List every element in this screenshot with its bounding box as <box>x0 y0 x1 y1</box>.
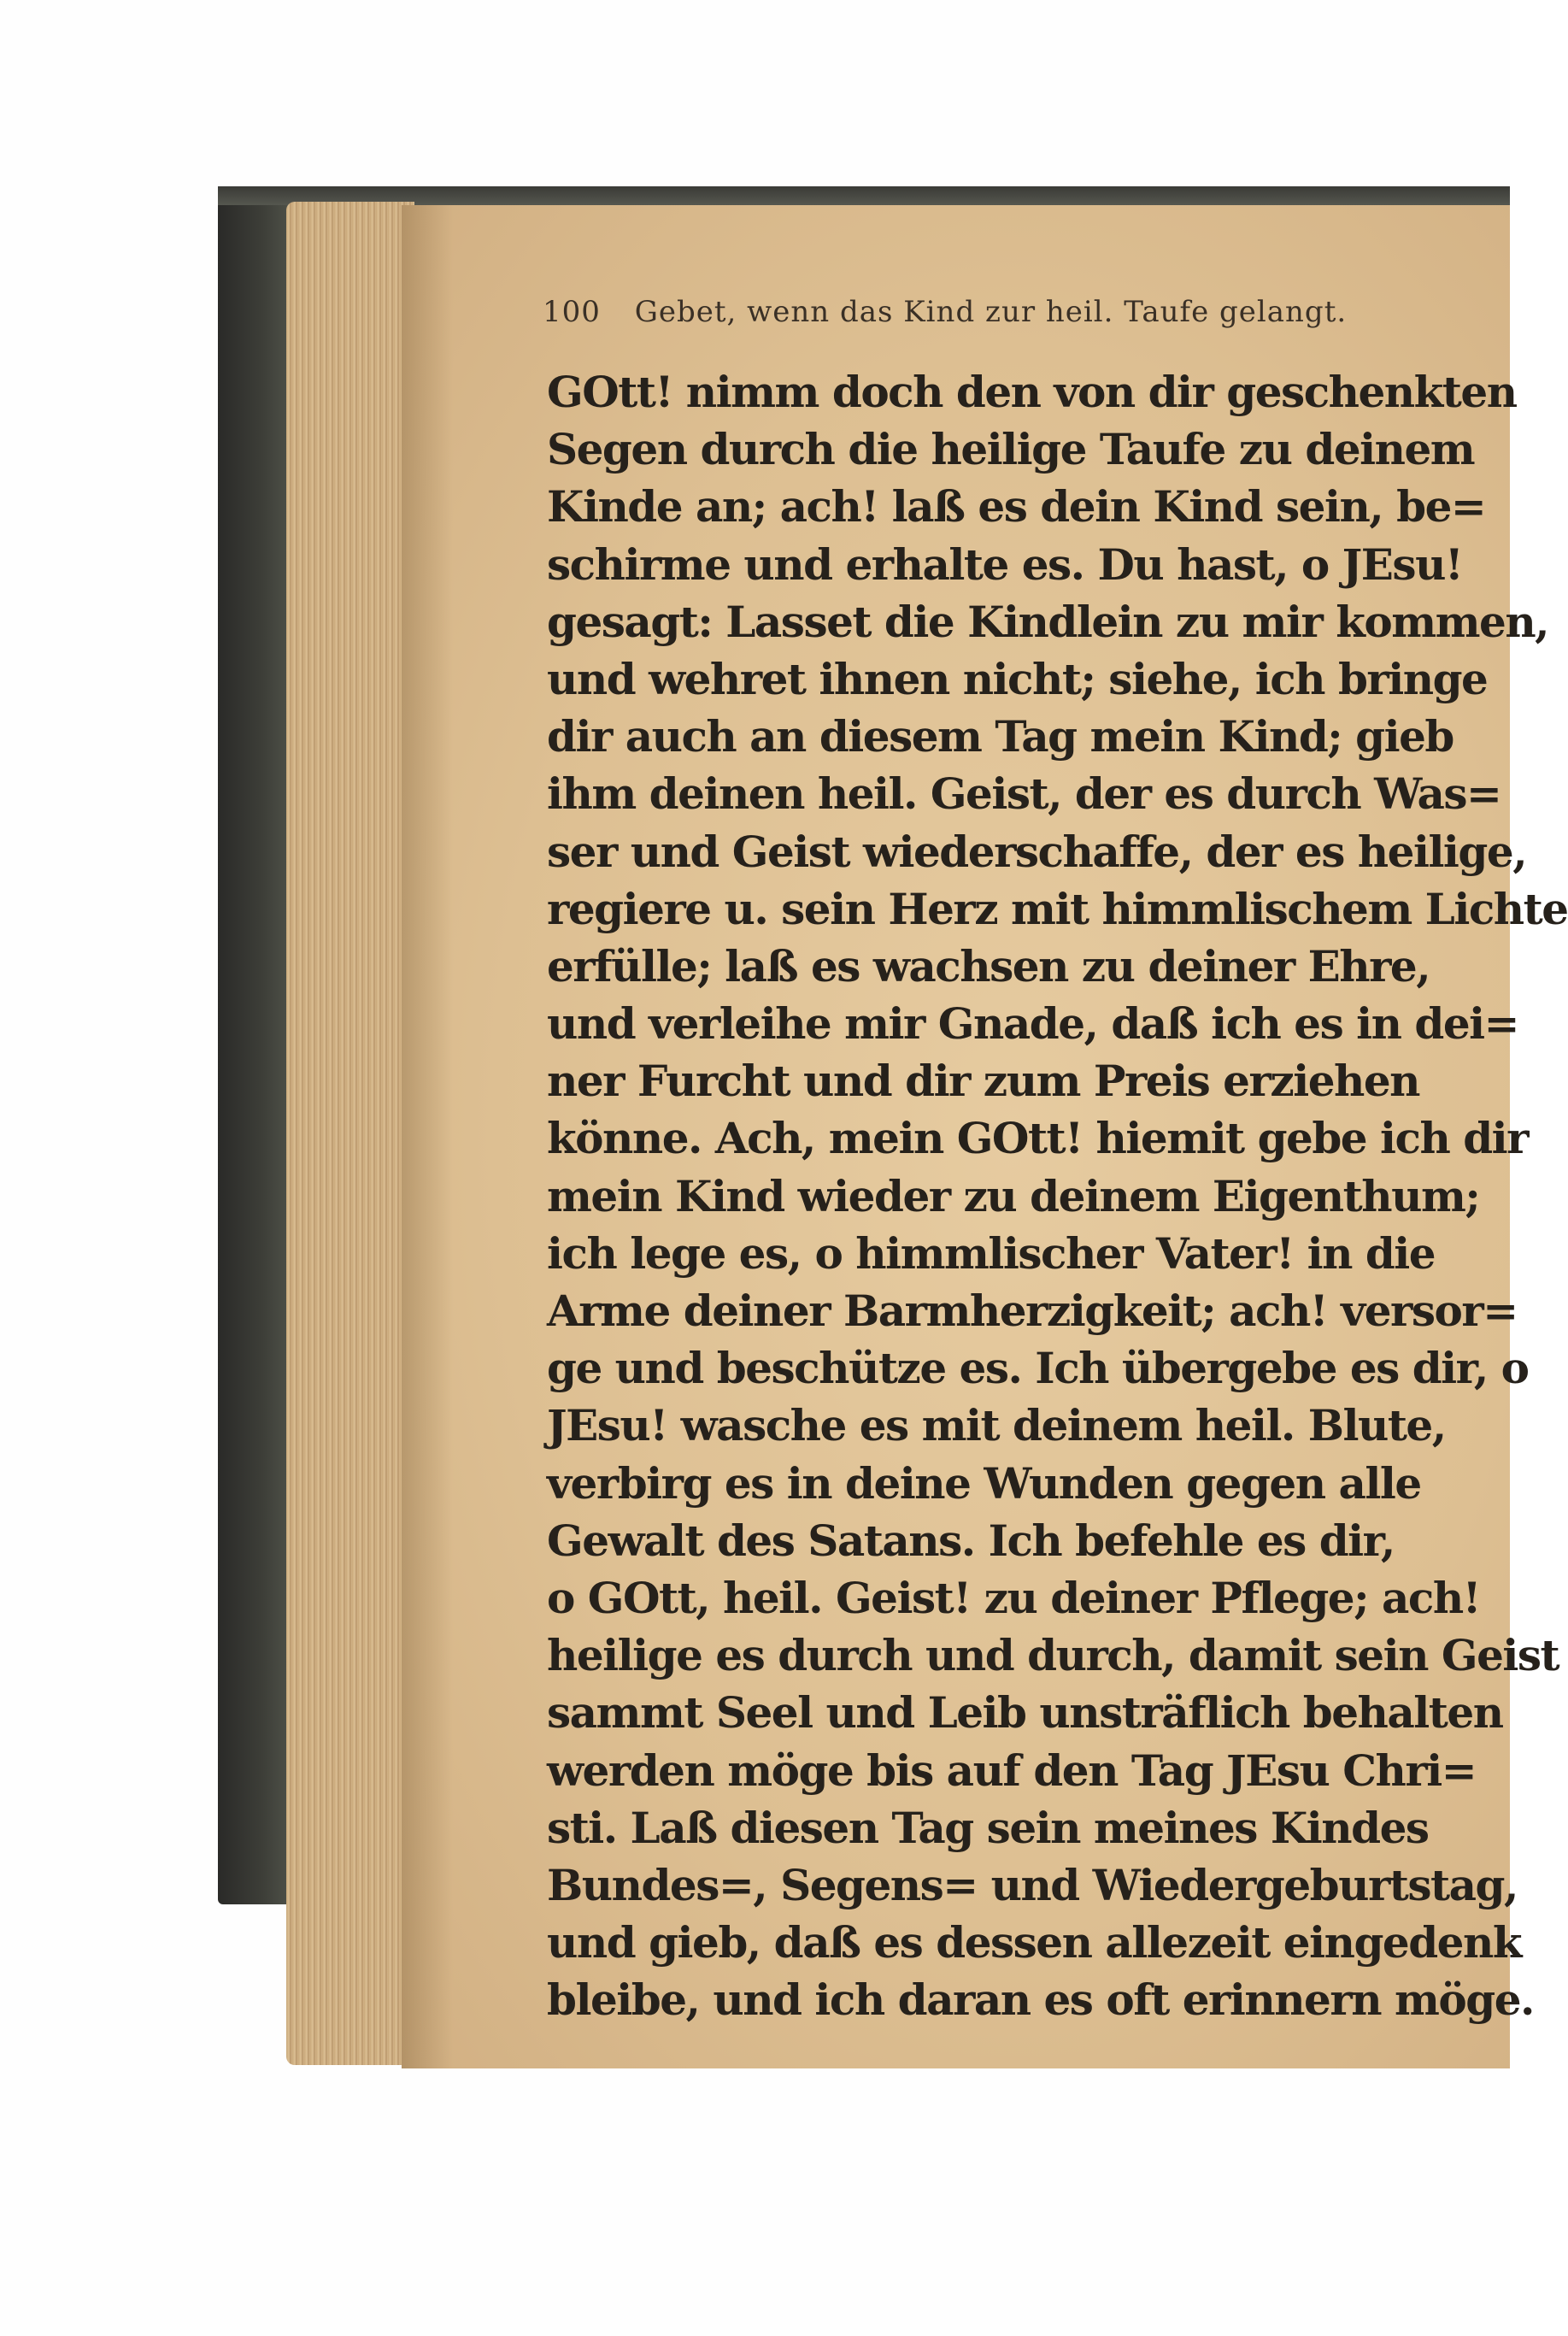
running-head-title: Gebet, wenn das Kind zur heil. Taufe gelangt. <box>634 295 1348 329</box>
text-line: o GOtt, heil. Geist! zu deiner Pflege; ach! <box>547 1572 1481 1623</box>
page-stack-edges <box>286 202 414 2065</box>
text-line: mein Kind wieder zu deinem Eigenthum; <box>547 1170 1480 1221</box>
text-line: bleibe, und ich daran es oft erinnern möge. <box>547 1974 1534 2026</box>
text-line: könne. Ach, mein GOtt! hiemit gebe ich dir <box>547 1113 1529 1164</box>
text-line: und verleihe mir Gnade, daß ich es in dei= <box>547 998 1519 1050</box>
text-line: ner Furcht und dir zum Preis erziehen <box>547 1056 1420 1107</box>
text-line: gesagt: Lasset die Kindlein zu mir kommen, <box>547 596 1549 647</box>
text-line: ge und beschütze es. Ich übergebe es dir, o <box>547 1343 1529 1394</box>
running-header <box>543 295 1440 346</box>
text-line: ich lege es, o himmlischer Vater! in die <box>547 1227 1436 1279</box>
text-line: sammt Seel und Leib unsträflich behalten <box>547 1687 1503 1739</box>
text-line: und gieb, daß es dessen allezeit eingedenk <box>547 1917 1521 1968</box>
text-line: Bundes=, Segens= und Wiedergeburtstag, <box>547 1859 1518 1910</box>
text-line: verbirg es in deine Wunden gegen alle <box>547 1457 1421 1509</box>
text-line: Kinde an; ach! laß es dein Kind sein, be= <box>547 481 1486 533</box>
text-line: und wehret ihnen nicht; siehe, ich bringe <box>547 653 1488 704</box>
text-line: ser und Geist wiederschaffe, der es heilige, <box>547 826 1527 877</box>
text-line: Segen durch die heilige Taufe zu deinem <box>547 424 1475 475</box>
text-line: erfülle; laß es wachsen zu deiner Ehre, <box>547 940 1430 991</box>
text-line: werden möge bis auf den Tag JEsu Chri= <box>547 1745 1477 1796</box>
text-line: schirme und erhalte es. Du hast, o JEsu! <box>547 538 1463 590</box>
page-gutter-shadow <box>402 205 453 2068</box>
text-line: Arme deiner Barmherzigkeit; ach! versor= <box>547 1286 1518 1336</box>
text-line: dir auch an diesem Tag mein Kind; gieb <box>547 711 1453 762</box>
text-line: sti. Laß diesen Tag sein meines Kindes <box>547 1802 1429 1853</box>
text-line: JEsu! wasche es mit deinem heil. Blute, <box>547 1400 1446 1451</box>
page-number: 100 <box>543 295 601 329</box>
prayer-text <box>547 363 1568 2026</box>
text-line: regiere u. sein Herz mit himmlischem Lichte <box>547 883 1568 934</box>
text-line: ihm deinen heil. Geist, der es durch Was= <box>547 768 1501 820</box>
text-line: heilige es durch und durch, damit sein Geist <box>547 1630 1559 1681</box>
text-line: Gewalt des Satans. Ich befehle es dir, <box>547 1515 1395 1566</box>
text-line: GOtt! nimm doch den von dir geschenkten <box>547 367 1517 417</box>
